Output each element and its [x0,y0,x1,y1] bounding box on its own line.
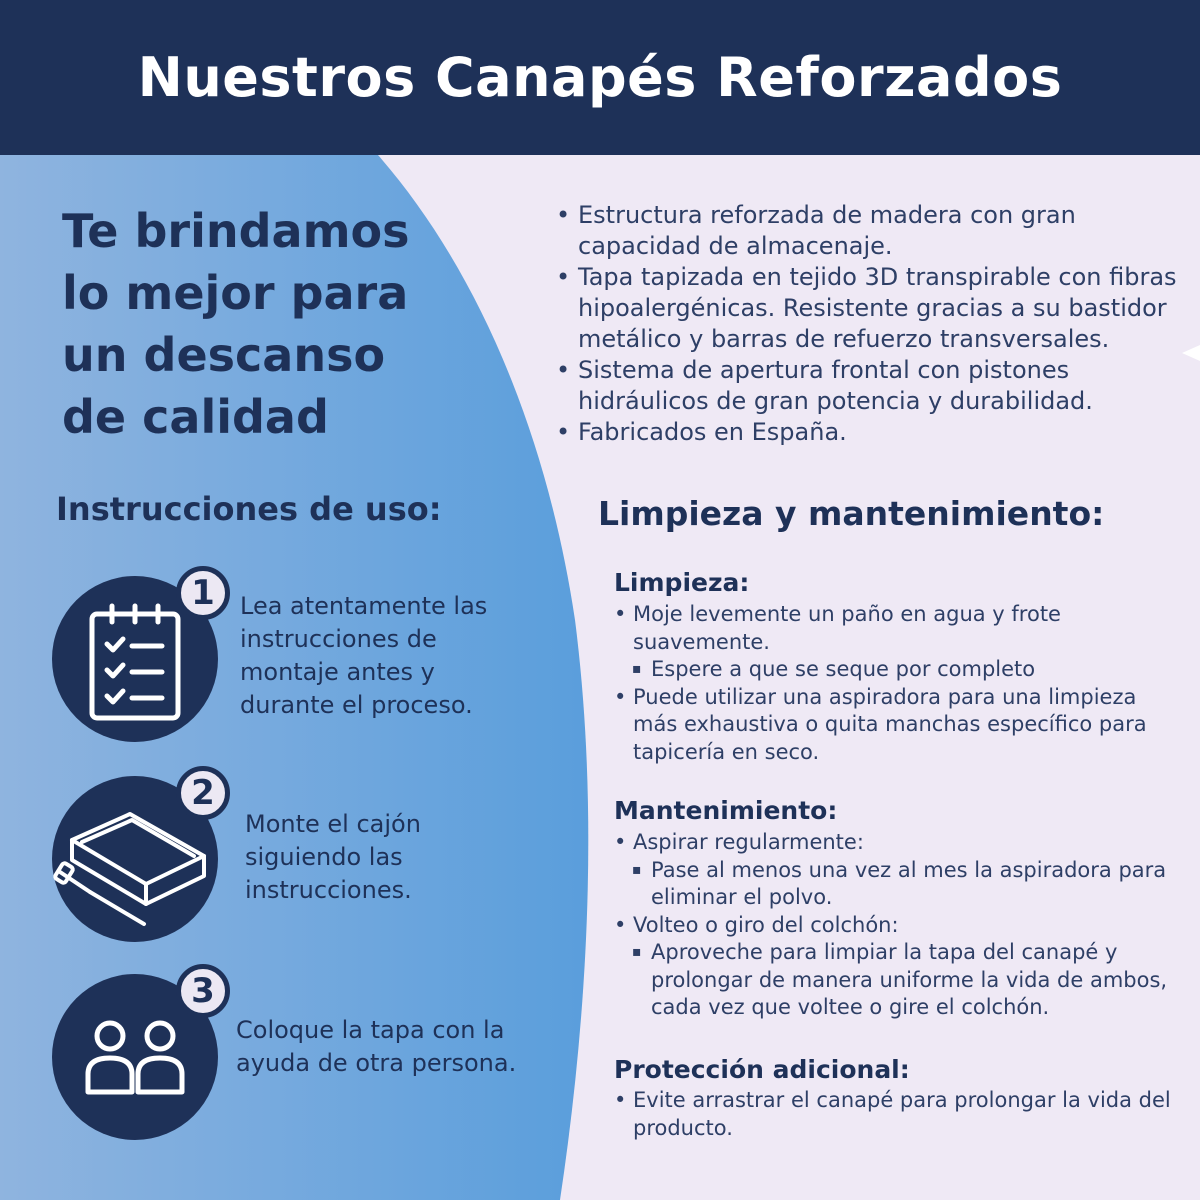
cleaning-list [614,601,1174,766]
list-sub-item: ▪ Pase al menos una vez al mes la aspiradora para eliminar el polvo. [614,857,1174,912]
feature-item: • Sistema de apertura frontal con pistones hidráulicos de gran potencia y durabilidad. [556,355,1186,417]
upkeep-list [614,829,1174,1022]
feature-list [556,200,1186,448]
feature-item: • Estructura reforzada de madera con gran capacidad de almacenaje. [556,200,1186,262]
protection-list [614,1087,1174,1142]
step-text: Monte el cajón siguiendo las instrucciones. [245,810,421,904]
feature-item: • Tapa tapizada en tejido 3D transpirable con fibras hipoalergénicas. Resistente gracias a su bastidor metálico y barras de refuerzo transversales. [556,262,1186,355]
list-item: • Aspirar regularmente: [614,829,1174,857]
instruction-step-3 [52,964,522,1134]
cleaning-title: Limpieza: [614,568,750,597]
step-number-badge: 2 [176,766,230,820]
feature-item: • Fabricados en España. [556,417,1186,448]
step-number-badge: 3 [176,964,230,1018]
tagline: Te brindamos lo mejor para un descanso de calidad [62,204,410,444]
list-item: • Moje levemente un paño en agua y frote suavemente. [614,601,1174,656]
upkeep-title: Mantenimiento: [614,796,838,825]
step-text: Lea atentamente las instrucciones de montaje antes y durante el proceso. [240,592,488,719]
header-bar [0,0,1200,155]
list-sub-item: ▪ Espere a que se seque por completo [614,656,1174,684]
list-item: • Puede utilizar una aspiradora para una limpieza más exhaustiva o quita manchas específico para tapicería en seco. [614,684,1174,767]
list-item: • Evite arrastrar el canapé para prolongar la vida del producto. [614,1087,1174,1142]
step-number-badge: 1 [176,566,230,620]
step-text: Coloque la tapa con la ayuda de otra persona. [236,1016,517,1077]
instructions-title: Instrucciones de uso: [56,490,442,528]
maintenance-title: Limpieza y mantenimiento: [598,494,1105,533]
protection-title: Protección adicional: [614,1055,910,1084]
page-title: Nuestros Canapés Reforzados [137,46,1063,109]
instruction-step-1 [52,566,522,736]
list-item: • Volteo o giro del colchón: [614,912,1174,940]
list-sub-item: ▪ Aproveche para limpiar la tapa del canapé y prolongar de manera uniforme la vida de ambos, cada vez que voltee o gire el colchón. [614,939,1174,1022]
instruction-step-2 [52,766,522,936]
